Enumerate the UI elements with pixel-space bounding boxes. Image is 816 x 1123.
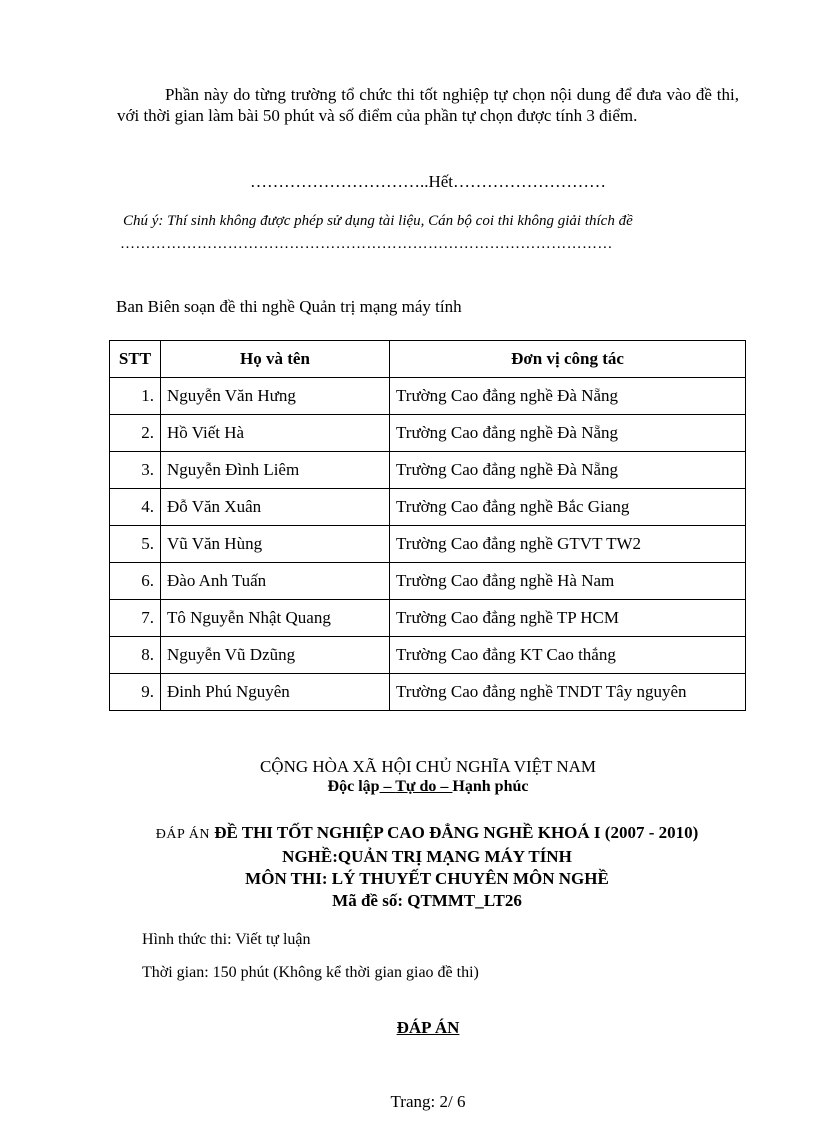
row-stt: 2.	[110, 415, 161, 452]
title-prefix: ĐÁP ÁN	[155, 827, 210, 842]
row-name: Đinh Phú Nguyên	[161, 674, 390, 711]
table-row	[110, 452, 746, 489]
row-name: Đỗ Văn Xuân	[161, 489, 390, 526]
row-stt: 5.	[110, 526, 161, 563]
header-name: Họ và tên	[161, 341, 390, 378]
exam-titles	[0, 822, 816, 912]
table-row	[110, 526, 746, 563]
row-unit: Trường Cao đẳng nghề Đà Nẵng	[390, 378, 746, 415]
motto	[0, 778, 816, 796]
row-stt: 9.	[110, 674, 161, 711]
row-stt: 4.	[110, 489, 161, 526]
title-main: ĐỀ THI TỐT NGHIỆP CAO ĐẲNG NGHỀ KHOÁ I (2007 - 2010)	[209, 823, 699, 842]
committee-title: Ban Biên soạn đề thi nghề Quản trị mạng máy tính	[116, 297, 462, 316]
note-text: Chú ý: Thí sinh không được phép sử dụng tài liệu, Cán bộ coi thi không giải thích đề	[123, 213, 633, 229]
table-row	[110, 674, 746, 711]
table-row	[110, 600, 746, 637]
row-name: Nguyễn Vũ Dzũng	[161, 637, 390, 674]
row-unit: Trường Cao đẳng KT Cao thắng	[390, 637, 746, 674]
row-unit: Trường Cao đẳng nghề GTVT TW2	[390, 526, 746, 563]
title-line-1	[38, 822, 816, 846]
note-dots: ……………………………………………………………………………………	[120, 236, 613, 252]
row-name: Hồ Viết Hà	[161, 415, 390, 452]
motto-happiness: Hạnh phúc	[452, 778, 529, 795]
members-table	[109, 340, 746, 711]
table-row	[110, 378, 746, 415]
row-name: Vũ Văn Hùng	[161, 526, 390, 563]
end-marker: …………………………..Hết………………………	[249, 172, 607, 191]
table-row	[110, 563, 746, 600]
row-stt: 3.	[110, 452, 161, 489]
header-stt: STT	[110, 341, 161, 378]
row-name: Nguyễn Văn Hưng	[161, 378, 390, 415]
motto-separator: –	[436, 778, 453, 795]
exam-form: Hình thức thi: Viết tự luận	[142, 931, 311, 948]
row-name: Nguyễn Đình Liêm	[161, 452, 390, 489]
row-stt: 1.	[110, 378, 161, 415]
nation-heading: CỘNG HÒA XÃ HỘI CHỦ NGHĨA VIỆT NAM	[259, 757, 597, 776]
row-unit: Trường Cao đẳng nghề Đà Nẵng	[390, 452, 746, 489]
table-row	[110, 637, 746, 674]
motto-freedom: Tự do	[395, 778, 437, 795]
row-unit: Trường Cao đẳng nghề TNDT Tây nguyên	[390, 674, 746, 711]
row-stt: 8.	[110, 637, 161, 674]
row-stt: 6.	[110, 563, 161, 600]
table-row	[110, 489, 746, 526]
motto-independence: Độc lập	[327, 778, 380, 795]
table-header-row	[110, 341, 746, 378]
exam-time: Thời gian: 150 phút (Không kể thời gian giao đề thi)	[142, 964, 479, 981]
title-line-3: MÔN THI: LÝ THUYẾT CHUYÊN MÔN NGHỀ	[245, 869, 609, 888]
answer-heading: ĐÁP ÁN	[396, 1018, 460, 1037]
row-unit: Trường Cao đẳng nghề TP HCM	[390, 600, 746, 637]
row-unit: Trường Cao đẳng nghề Đà Nẵng	[390, 415, 746, 452]
intro-paragraph: Phần này do từng trường tổ chức thi tốt nghiệp tự chọn nội dung để đưa vào đề thi, với thời gian làm bài 50 phút và số điểm của phần tự chọn được tính 3 điểm.	[117, 85, 739, 125]
row-unit: Trường Cao đẳng nghề Hà Nam	[390, 563, 746, 600]
header-unit: Đơn vị công tác	[390, 341, 746, 378]
table-row	[110, 415, 746, 452]
row-unit: Trường Cao đẳng nghề Bắc Giang	[390, 489, 746, 526]
motto-separator: –	[379, 778, 396, 795]
page-number: Trang: 2/ 6	[390, 1092, 466, 1111]
title-line-4: Mã đề số: QTMMT_LT26	[332, 891, 522, 910]
title-line-2: NGHỀ:QUẢN TRỊ MẠNG MÁY TÍNH	[282, 847, 572, 866]
row-stt: 7.	[110, 600, 161, 637]
row-name: Tô Nguyễn Nhật Quang	[161, 600, 390, 637]
row-name: Đào Anh Tuấn	[161, 563, 390, 600]
